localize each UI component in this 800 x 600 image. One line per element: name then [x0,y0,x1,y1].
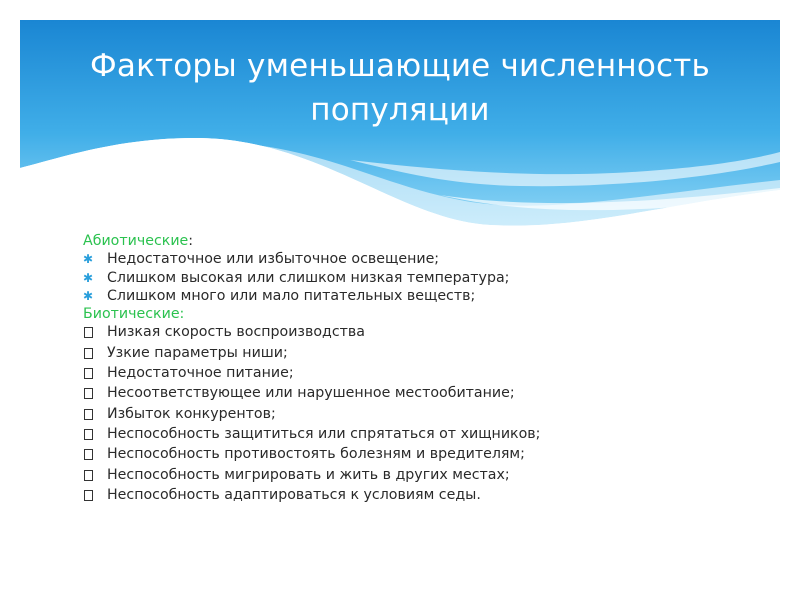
biotic-item-text: Несоответствующее или нарушенное местообитание; [107,385,515,402]
abiotic-heading-row [83,232,763,250]
biotic-item-text: Неспособность адаптироваться к условиям седы. [107,486,481,503]
biotic-item-text: Недостаточное питание; [107,365,294,382]
biotic-item-text: Неспособность противостоять болезням и вредителям; [107,446,525,463]
box-bullet-icon [83,323,107,343]
abiotic-heading-colon: : [188,233,194,249]
box-bullet-icon [83,384,107,404]
abiotic-item-text: Слишком высокая или слишком низкая температура; [107,269,510,286]
list-item [83,287,763,305]
list-item [83,384,763,404]
list-item [83,445,763,465]
list-item [83,250,763,268]
page-title: Факторы уменьшающие численность популяции [90,48,710,128]
list-item [83,269,763,287]
box-bullet-icon [83,425,107,445]
biotic-item-text: Неспособность мигрировать и жить в других местах; [107,466,510,483]
box-bullet-icon [83,445,107,465]
list-item [83,364,763,384]
list-item [83,466,763,486]
biotic-item-text: Низкая скорость воспроизводства [107,324,365,341]
biotic-item-text: Неспособность защититься или спрятаться от хищников; [107,425,541,442]
biotic-item-text: Избыток конкурентов; [107,405,276,422]
factor-list [83,232,763,506]
slide [20,20,780,580]
list-item [83,344,763,364]
list-item [83,405,763,425]
abiotic-item-text: Слишком много или мало питательных веществ; [107,287,476,304]
box-bullet-icon [83,344,107,364]
abiotic-heading: Абиотические [83,233,189,249]
header-wave-banner [20,20,780,260]
box-bullet-icon [83,466,107,486]
box-bullet-icon [83,405,107,425]
list-item [83,425,763,445]
box-bullet-icon [83,486,107,506]
biotic-heading: Биотические: [83,306,185,323]
abiotic-item-text: Недостаточное или избыточное освещение; [107,251,440,268]
biotic-item-text: Узкие параметры ниши; [107,344,288,361]
asterisk-bullet-icon: ✱ [83,252,94,267]
asterisk-bullet-icon: ✱ [83,288,94,303]
asterisk-bullet-icon: ✱ [83,270,94,285]
list-item [83,486,763,506]
list-item [83,323,763,343]
box-bullet-icon [83,364,107,384]
